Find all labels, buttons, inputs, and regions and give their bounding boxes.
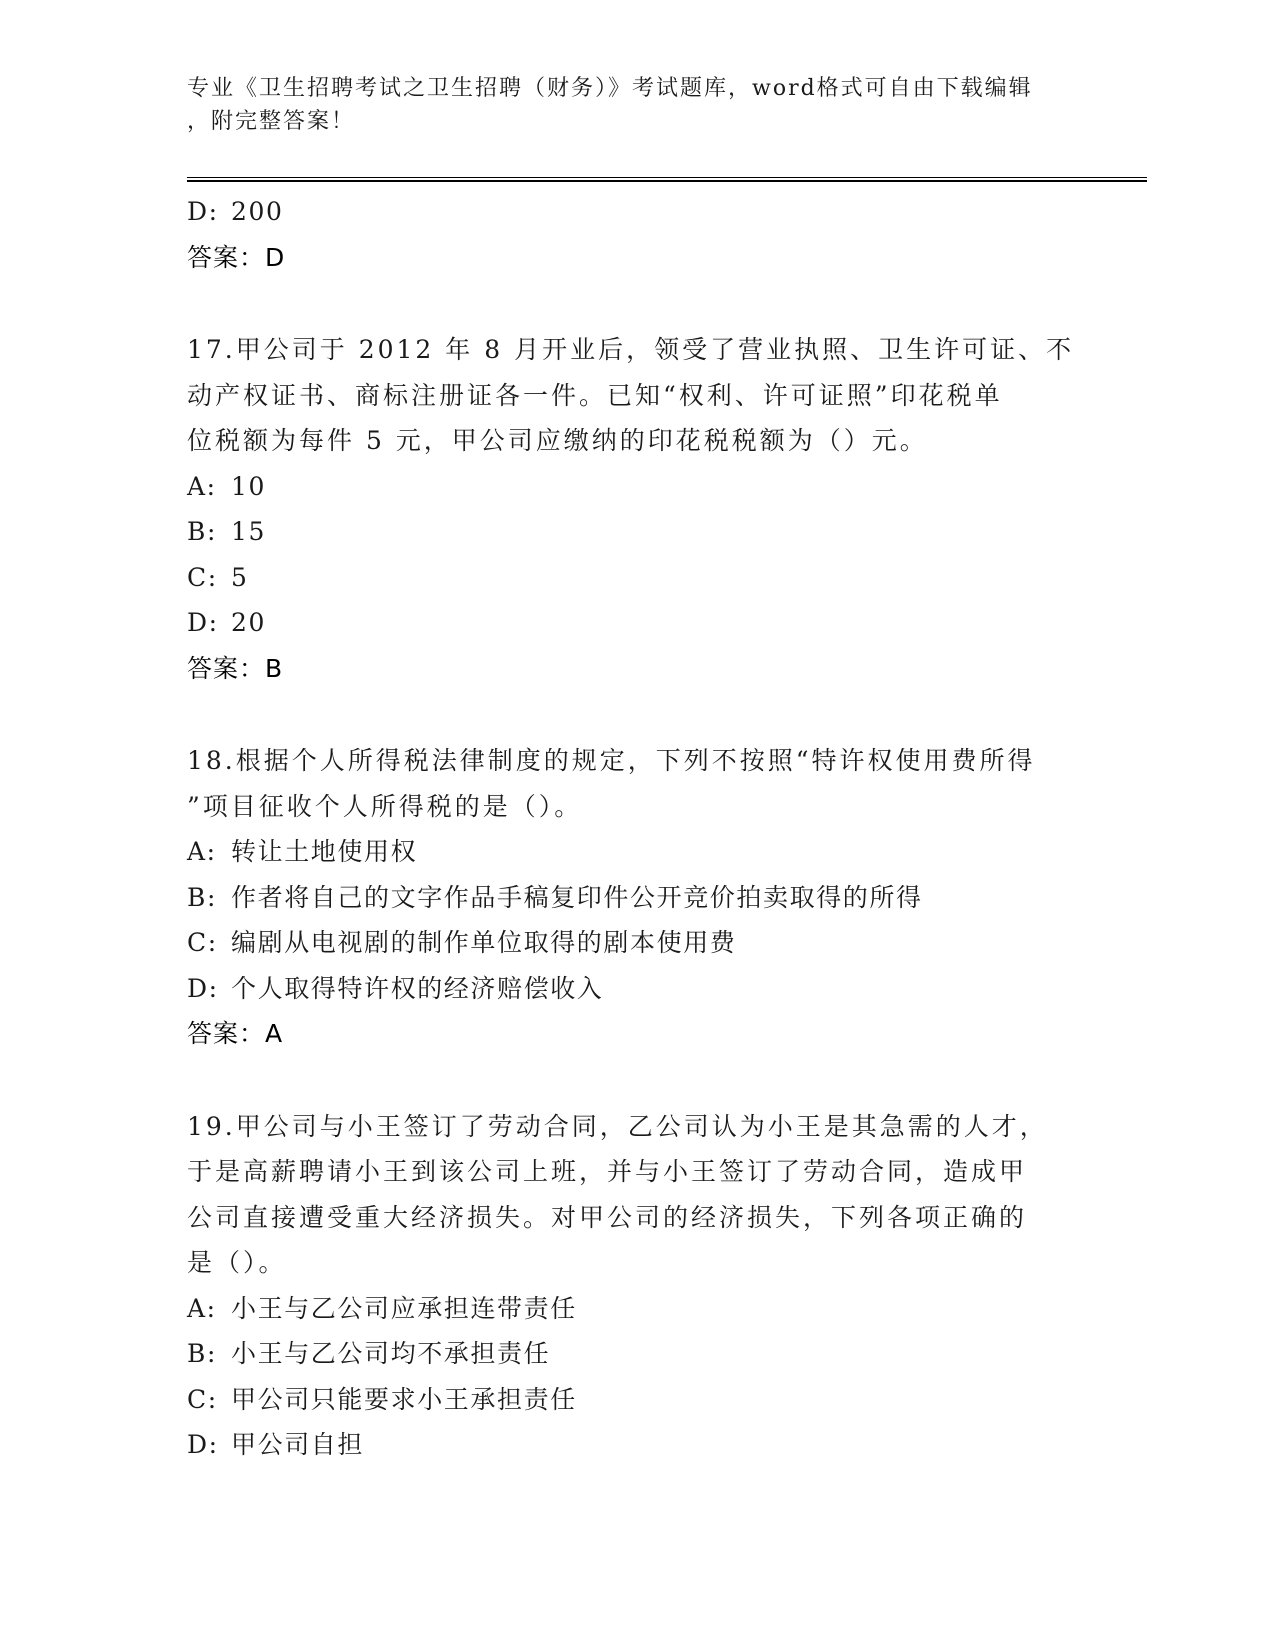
answer: 答案：A bbox=[187, 1019, 284, 1048]
option-a bbox=[187, 1286, 1087, 1332]
answer-prev: 答案：D bbox=[187, 242, 286, 272]
option-text: 小王与乙公司应承担连带责任 bbox=[231, 1293, 577, 1323]
answer: 答案：B bbox=[187, 653, 284, 683]
option-b bbox=[187, 509, 1087, 555]
option-letter: A: bbox=[187, 1293, 217, 1323]
question-17 bbox=[187, 327, 1087, 691]
question-stem bbox=[187, 1104, 1087, 1286]
stem-line: 位税额为每件 5 元，甲公司应缴纳的印花税税额为（）元。 bbox=[187, 426, 928, 455]
option-d bbox=[187, 1422, 1087, 1468]
page-header bbox=[187, 72, 1087, 138]
option-text: 小王与乙公司均不承担责任 bbox=[231, 1339, 551, 1368]
option-b bbox=[187, 1331, 1087, 1377]
option-text: 甲公司只能要求小王承担责任 bbox=[231, 1384, 577, 1414]
option-a bbox=[187, 829, 1087, 875]
option-letter: C: bbox=[187, 1384, 218, 1414]
stem-line: 18.根据个人所得税法律制度的规定，下列不按照“特许权使用费所得 bbox=[187, 746, 1036, 775]
option-letter: B: bbox=[187, 517, 217, 546]
question-stem bbox=[187, 738, 1087, 829]
option-a bbox=[187, 464, 1087, 510]
option-text: 20 bbox=[231, 608, 267, 637]
document-body bbox=[187, 189, 1087, 1468]
option-letter: C: bbox=[187, 562, 218, 592]
header-divider bbox=[187, 177, 1147, 182]
option-d bbox=[187, 600, 1087, 646]
option-c bbox=[187, 1377, 1087, 1423]
option-text: 5 bbox=[231, 562, 249, 592]
stem-line: 于是高薪聘请小王到该公司上班，并与小王签订了劳动合同，造成甲 bbox=[187, 1157, 1028, 1186]
stem-line: 17.甲公司于 2012 年 8 月开业后，领受了营业执照、卫生许可证、不 bbox=[187, 335, 1075, 364]
option-letter: D: bbox=[187, 608, 219, 637]
header-title-line-2: ，附完整答案！ bbox=[187, 109, 356, 134]
header-title-line-1: 专业《卫生招聘考试之卫生招聘（财务）》考试题库，word格式可自由下载编辑 bbox=[187, 76, 1033, 101]
option-text: 15 bbox=[231, 517, 267, 546]
option-letter: D: bbox=[187, 1430, 219, 1459]
option-b bbox=[187, 875, 1087, 921]
option-text: 编剧从电视剧的制作单位取得的剧本使用费 bbox=[231, 928, 737, 957]
option-text: 个人取得特许权的经济赔偿收入 bbox=[231, 973, 604, 1003]
option-letter: B: bbox=[187, 1339, 217, 1368]
stem-line: 公司直接遭受重大经济损失。对甲公司的经济损失，下列各项正确的 bbox=[187, 1202, 1028, 1232]
option-letter: D: bbox=[187, 973, 219, 1003]
option-text: 10 bbox=[231, 471, 267, 501]
option-text: 200 bbox=[231, 197, 284, 226]
question-19 bbox=[187, 1104, 1087, 1468]
option-letter: C: bbox=[187, 928, 218, 957]
stem-line: 是（）。 bbox=[187, 1248, 287, 1277]
option-d bbox=[187, 966, 1087, 1012]
option-letter: A: bbox=[187, 471, 217, 501]
option-letter: B: bbox=[187, 882, 217, 912]
question-stem bbox=[187, 327, 1087, 464]
option-d-prev bbox=[187, 189, 1087, 235]
stem-line: ”项目征收个人所得税的是（）。 bbox=[187, 791, 583, 821]
option-letter: D: bbox=[187, 197, 219, 226]
option-c bbox=[187, 920, 1087, 966]
option-text: 转让土地使用权 bbox=[231, 837, 418, 866]
option-letter: A: bbox=[187, 837, 217, 866]
stem-line: 动产权证书、商标注册证各一件。已知“权利、许可证照”印花税单 bbox=[187, 380, 1003, 410]
question-18 bbox=[187, 738, 1087, 1057]
option-text: 作者将自己的文字作品手稿复印件公开竞价拍卖取得的所得 bbox=[231, 882, 923, 912]
option-text: 甲公司自担 bbox=[231, 1430, 365, 1459]
stem-line: 19.甲公司与小王签订了劳动合同，乙公司认为小王是其急需的人才， bbox=[187, 1111, 1048, 1141]
option-c bbox=[187, 555, 1087, 601]
